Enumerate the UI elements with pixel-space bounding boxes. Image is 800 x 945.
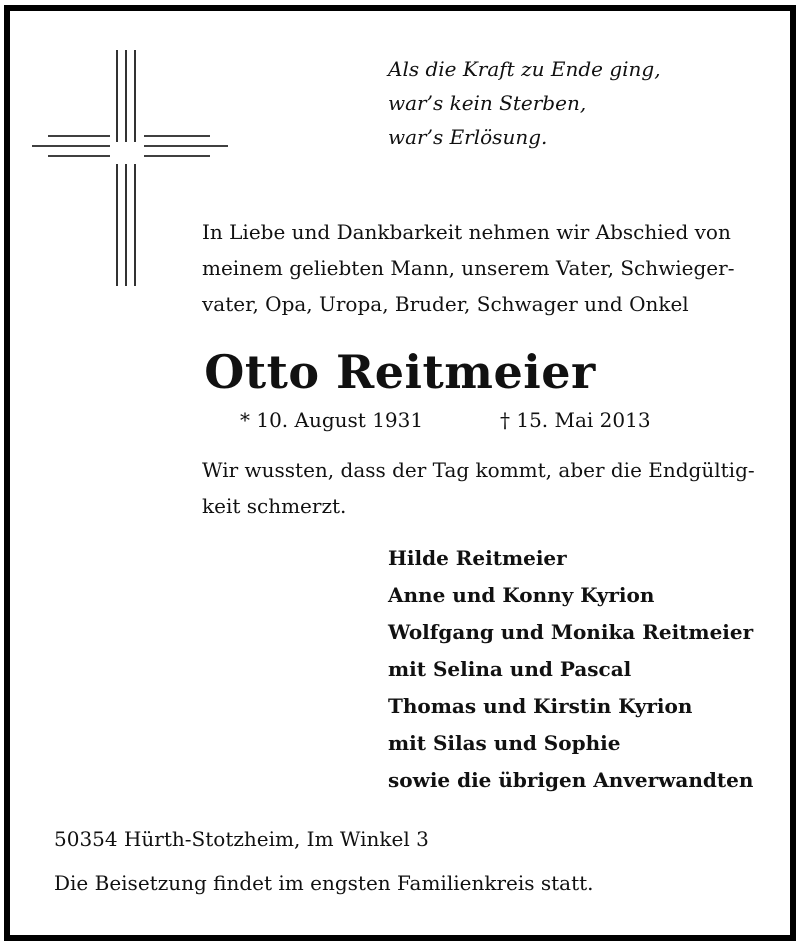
poem-line: war’s Erlösung. xyxy=(388,125,548,149)
mourner-entry: Anne und Konny Kyrion xyxy=(388,583,655,607)
birth-date: * 10. August 1931 xyxy=(240,408,424,432)
burial-note: Die Beisetzung findet im engsten Familienkreis statt. xyxy=(54,871,594,895)
death-date: † 15. Mai 2013 xyxy=(500,408,651,432)
poem-line: Als die Kraft zu Ende ging, xyxy=(388,57,661,81)
intro-line: vater, Opa, Uropa, Bruder, Schwager und Onkel xyxy=(202,292,689,316)
mourner-entry: mit Selina und Pascal xyxy=(388,657,632,681)
poem xyxy=(388,52,661,154)
mourner-entry: Thomas und Kirstin Kyrion xyxy=(388,694,693,718)
mourner-entry: Hilde Reitmeier xyxy=(388,546,567,570)
quote-text xyxy=(202,452,755,524)
intro-line: meinem geliebten Mann, unserem Vater, Schwieger- xyxy=(202,256,735,280)
mourners-list xyxy=(388,540,753,799)
quote-line: Wir wussten, dass der Tag kommt, aber die Endgültig- xyxy=(202,458,755,482)
mourner-entry: mit Silas und Sophie xyxy=(388,731,621,755)
quote-line: keit schmerzt. xyxy=(202,494,347,518)
poem-line: war’s kein Sterben, xyxy=(388,91,587,115)
mourner-entry: sowie die übrigen Anverwandten xyxy=(388,768,754,792)
deceased-name: Otto Reitmeier xyxy=(204,345,596,399)
intro-line: In Liebe und Dankbarkeit nehmen wir Abschied von xyxy=(202,220,731,244)
mourner-entry: Wolfgang und Monika Reitmeier xyxy=(388,620,754,644)
address: 50354 Hürth-Stotzheim, Im Winkel 3 xyxy=(54,827,429,851)
intro-text xyxy=(202,214,734,322)
cross-icon xyxy=(30,46,230,290)
